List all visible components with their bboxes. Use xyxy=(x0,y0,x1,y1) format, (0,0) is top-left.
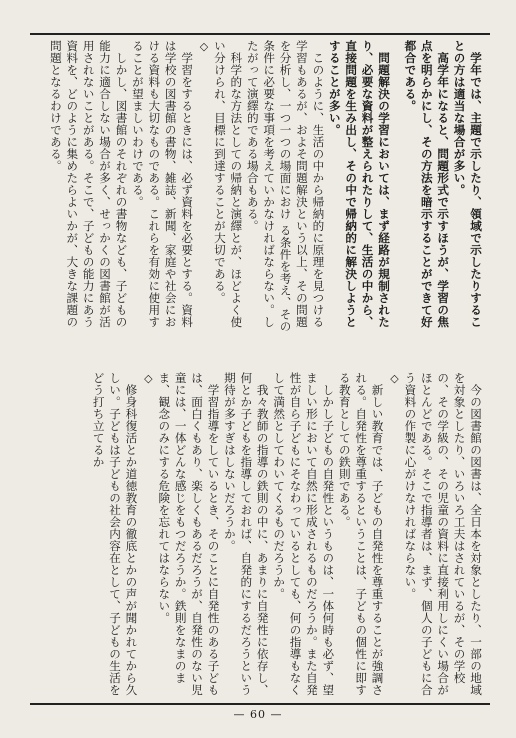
paragraph: 学習指導をしているとき、そのことに自発性のある子どもは、面白くもあり、楽しくもあるだろうが、自発性のない児童には、一体どんな感じをもつだろうか。鉄則をなまのまま、観念のみにする危険を忘れてはならない。 xyxy=(157,372,221,696)
paragraph: 学習をするときには、必ず資料を必要とする。資料は学校の図書館の書物、雑誌、新聞、家庭や社会における資料も大切なものである。これらを有効に使用することが望ましいわけである。 xyxy=(130,40,195,328)
section-divider-diamond: ◇ xyxy=(141,372,155,386)
paragraph: このように、生活の中から帰納的に原理を見つける学習もあるが、およそ問題解決という以上、その問題を分析し、一つ一つの場面におけ る条件を考え、その条件に必要な事項を考えていかなければならない。したがって演繹的である場合もある。 xyxy=(245,40,326,333)
lower-text-block xyxy=(34,372,484,697)
paragraph: 我々教師の指導の鉄則の中に、あまりに自発性に依存し、何とか子どもを指導しておれば、自発的にするだろうという期待が多すぎはしないだろうか。 xyxy=(222,372,270,696)
section-divider-diamond: ◇ xyxy=(197,40,211,54)
page-number: — 60 — xyxy=(233,708,283,721)
paragraph: 今の図書館の図書は、全日本を対象としたり、一部の地域を対象としたり、いろいろ工夫はされているが、その学校の、その学級の、その児童の資料に直接利用しにくい場合がほとんどである。そこで指導者は、まず、個人の子どもに合う資料の作製に心がけなければならない。 xyxy=(403,372,483,696)
paragraph: 修身科復活とか道徳教育の徹底とかの声が聞かれてから久しい。子どもは子どもの社会内容在として、子どもの生活をどう打ち立てるか xyxy=(91,372,139,696)
upper-left-text-block xyxy=(34,40,392,338)
top-rule xyxy=(30,33,490,35)
paragraph: しかし、図書館のそれぞれの書物なども、子どもの能力に適合しない場合が多く、せっかくの図書館が活用されないことがある。そこで、子どもの能力にあう資料を、どのように集めたらよいかが、大きな課題の問題となるわけである。 xyxy=(48,40,129,328)
section-divider-diamond: ◇ xyxy=(387,372,401,386)
bottom-rule xyxy=(30,703,490,705)
paragraph: 学年では、主題で示したり、領域で示したりすることの方は適当な場合が多い。 xyxy=(452,40,483,328)
paragraph: 高学年になると、問題形式で示すほうが、学習の焦点を明らかにし、その方法を暗示することができて好都合である。 xyxy=(403,40,451,328)
paragraph: 問題解決の学習においては、まず経路が規制されたり、必要な資料が整えられたりして、生活の中から、直接問題を生み出し、その中で帰納的に解決しようとすることが多い。 xyxy=(327,40,391,328)
paragraph: 科学的な方法としての帰納と演繹とが、ほどよく使い分けられ、目標に到達することが大切である。 xyxy=(212,40,244,328)
paragraph: しかし子どもの自発性というものは、一体何時も必ず、望ましい形において自然に形成されるものだろうか。また自発性が自ら子どもにそなわっているとしても、何の指導もなくして満然としてわいてくるものだろうか。 xyxy=(272,372,336,696)
paragraph: 新しい教育では、子どもの自発性を尊重することが強調される。自発性を尊重するということは、子どもの個性に即する教育としての鉄則である。 xyxy=(337,372,385,696)
upper-right-text-block xyxy=(400,40,484,338)
